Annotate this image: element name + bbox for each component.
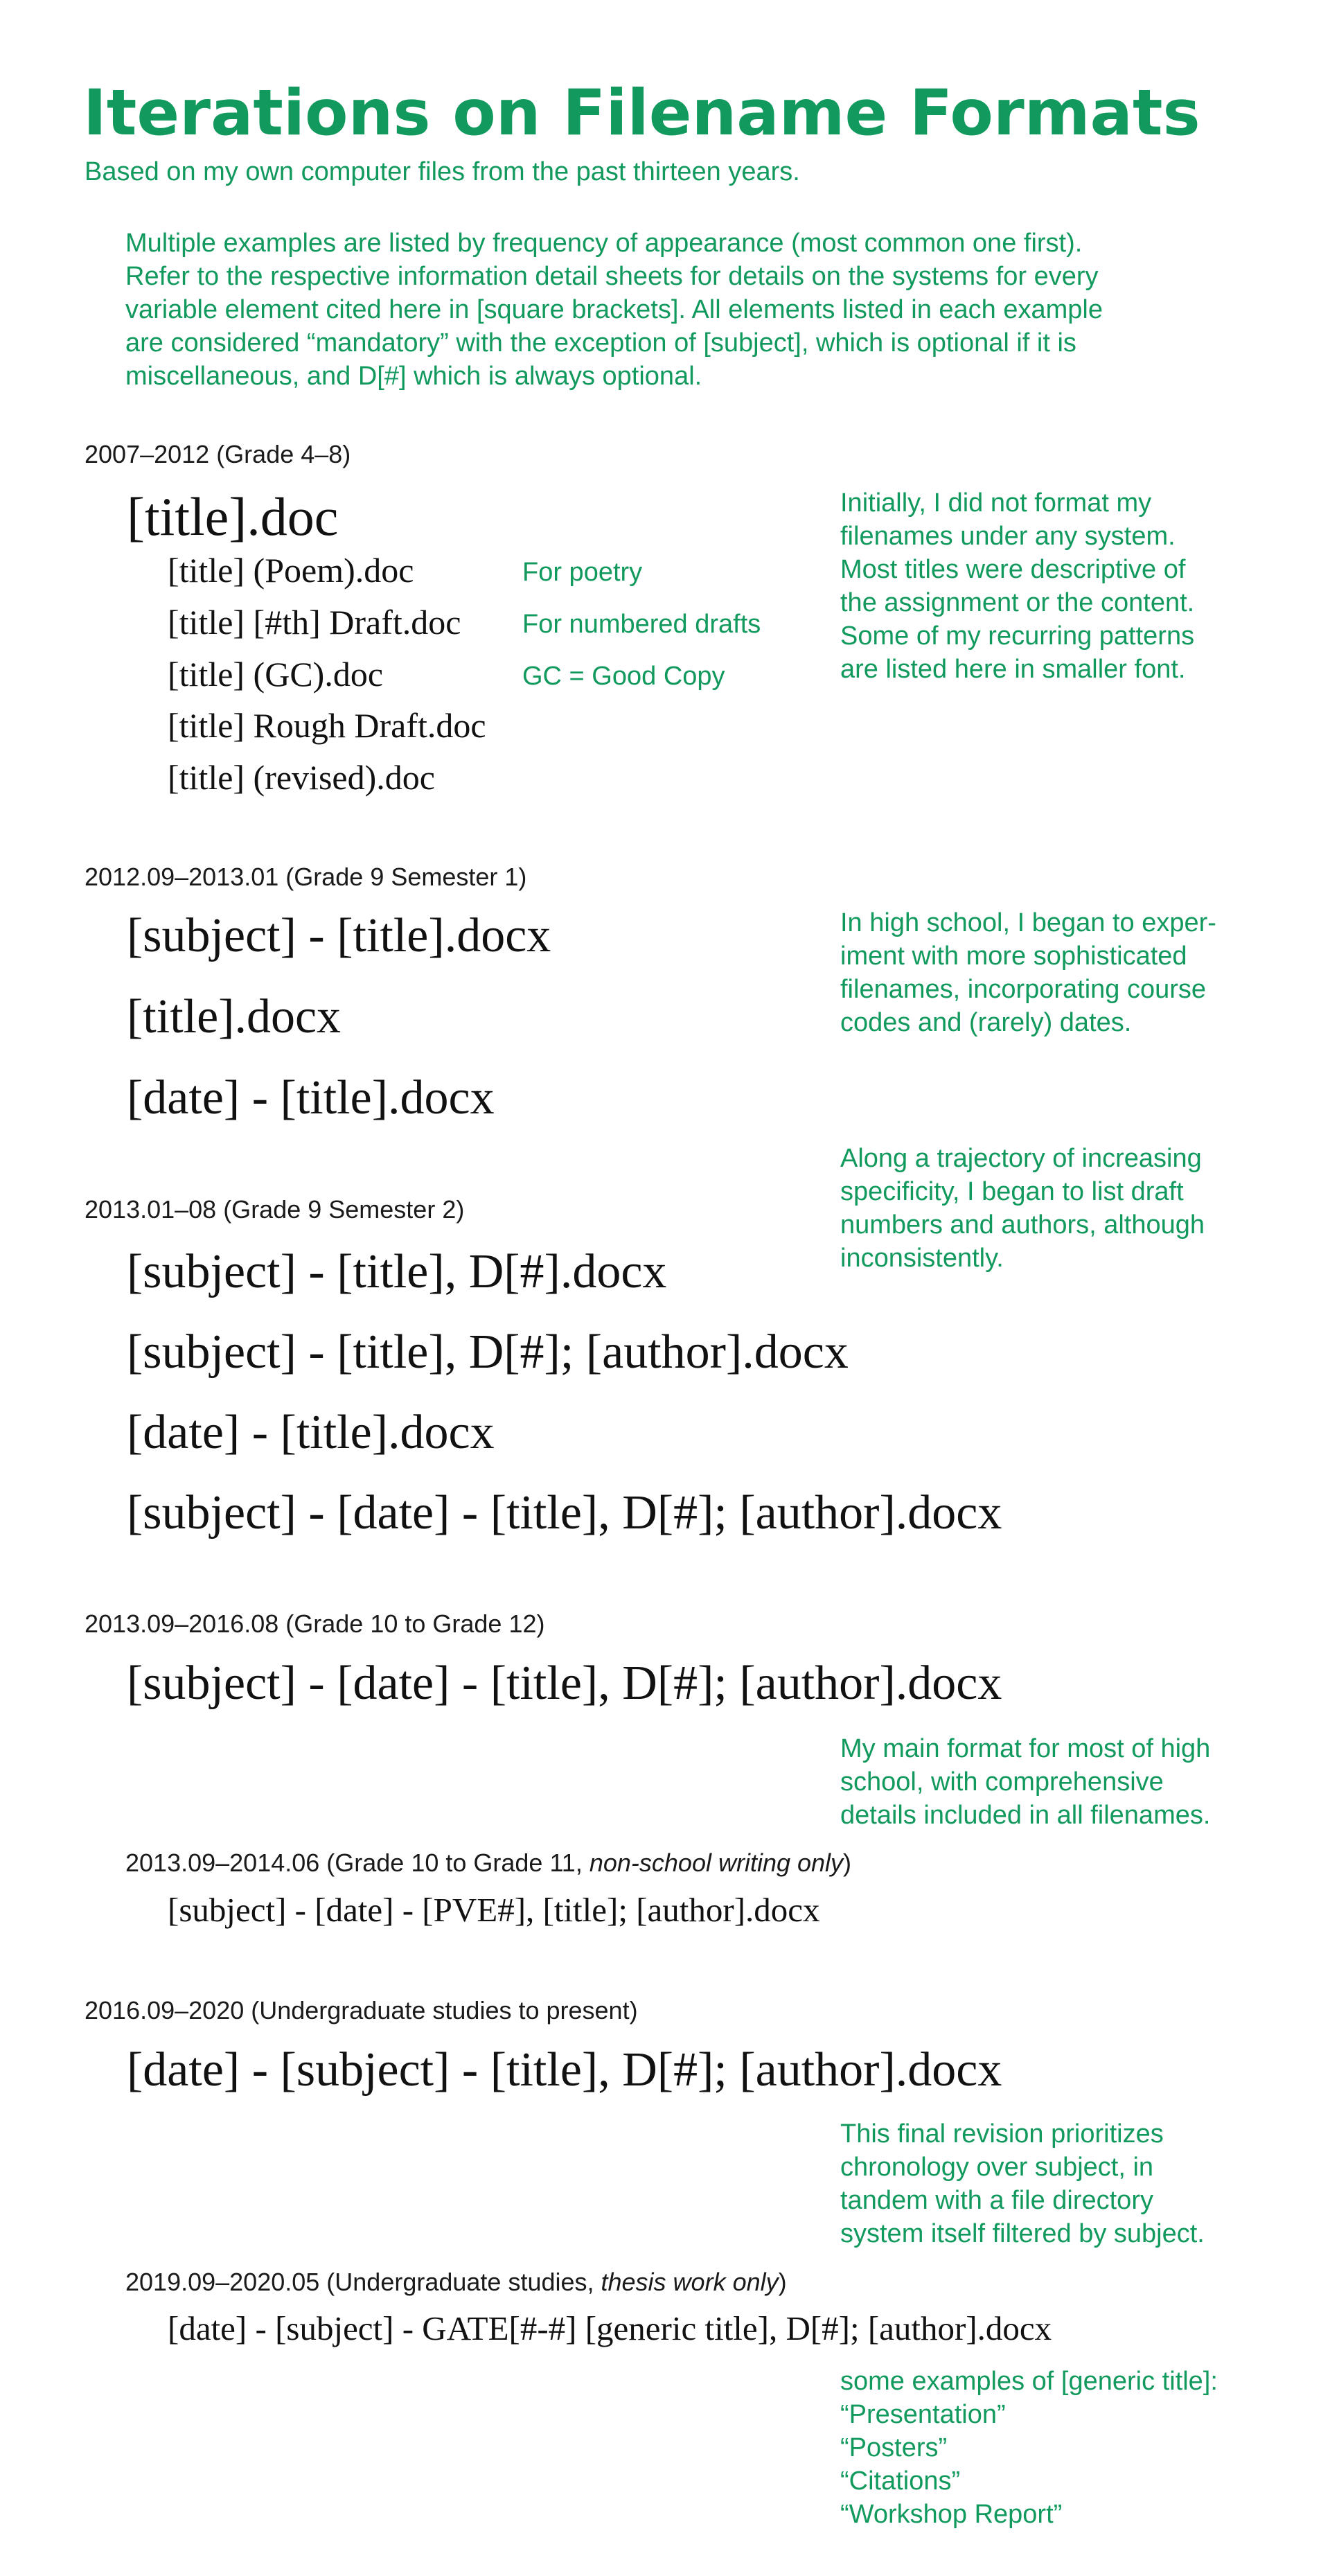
format: [subject] - [title], D[#].docx (127, 1245, 667, 1298)
note-line: details included in all filenames. (840, 1801, 1211, 1830)
note-line: iment with more sophisticated (840, 942, 1187, 971)
sub-format: [date] - [subject] - GATE[#-#] [generic title], D[#]; [author].docx (168, 2309, 1052, 2347)
note-line: My main format for most of high (840, 1734, 1211, 1763)
format: [date] - [subject] - [title], D[#]; [author].docx (127, 2043, 1002, 2097)
note-line: “Citations” (840, 2467, 961, 2496)
note-line: some examples of [generic title]: (840, 2367, 1218, 2396)
note-line: filenames, incorporating course (840, 975, 1207, 1004)
format: [subject] - [title], D[#]; [author].docx (127, 1325, 849, 1379)
note-line: school, with comprehensive (840, 1767, 1164, 1797)
note-line: system itself filtered by subject. (840, 2219, 1205, 2248)
note-line: tandem with a file directory (840, 2186, 1153, 2215)
format: [subject] - [title].docx (127, 909, 551, 962)
generic-title-examples (840, 2365, 1284, 2531)
sub-era-label: 2019.09–2020.05 (Undergraduate studies, thesis work only) (125, 2268, 787, 2296)
note-line: “Posters” (840, 2433, 948, 2462)
note-line: “Presentation” (840, 2400, 1006, 2429)
era-label: 2007–2012 (Grade 4–8) (85, 440, 351, 468)
variant-tag: For poetry (522, 558, 643, 587)
intro-line: miscellaneous, and D[#] which is always optional. (125, 362, 702, 391)
variant-format: [title] (Poem).doc (168, 551, 414, 590)
era-note (840, 2117, 1284, 2250)
era-note (840, 486, 1284, 686)
intro-line: variable element cited here in [square brackets]. All elements listed in each example (125, 295, 1103, 324)
note-line: codes and (rarely) dates. (840, 1008, 1132, 1037)
era-note (840, 1142, 1284, 1275)
era-label: 2013.01–08 (Grade 9 Semester 2) (85, 1195, 465, 1224)
format: [date] - [title].docx (127, 1406, 495, 1459)
note-line: Some of my recurring patterns (840, 621, 1195, 651)
sub-era-label: 2013.09–2014.06 (Grade 10 to Grade 11, non-school writing only) (125, 1849, 852, 1877)
note-line: numbers and authors, although (840, 1210, 1205, 1240)
intro-line: are considered “mandatory” with the exception of [subject], which is optional if it is (125, 328, 1076, 358)
note-line: Most titles were descriptive of (840, 555, 1186, 584)
era-label: 2016.09–2020 (Undergraduate studies to present) (85, 1996, 638, 2024)
note-line: Initially, I did not format my (840, 488, 1152, 518)
note-line: “Workshop Report” (840, 2500, 1063, 2529)
variant-tag: For numbered drafts (522, 610, 761, 639)
note-line: are listed here in smaller font. (840, 655, 1186, 684)
note-line: inconsistently. (840, 1244, 1004, 1273)
note-line: chronology over subject, in (840, 2153, 1154, 2182)
sub-format: [subject] - [date] - [PVE#], [title]; [author].docx (168, 1891, 820, 1929)
note-line: This final revision prioritizes (840, 2119, 1164, 2149)
variant-tag: GC = Good Copy (522, 662, 725, 691)
main-format: [title].doc (127, 486, 339, 547)
format: [title].docx (127, 990, 342, 1043)
intro-line: Refer to the respective information detail sheets for details on the systems for every (125, 262, 1099, 291)
format: [date] - [title].docx (127, 1071, 495, 1124)
page-subtitle: Based on my own computer files from the past thirteen years. (85, 157, 800, 186)
note-line: the assignment or the content. (840, 588, 1195, 617)
variant-format: [title] Rough Draft.doc (168, 706, 486, 745)
page-title: Iterations on Filename Formats (83, 77, 1200, 150)
era-note (840, 1732, 1284, 1832)
format: [subject] - [date] - [title], D[#]; [author].docx (127, 1486, 1002, 1540)
variant-format: [title] [#th] Draft.doc (168, 603, 461, 642)
intro-paragraph (125, 227, 1206, 393)
note-line: filenames under any system. (840, 522, 1176, 551)
format: [subject] - [date] - [title], D[#]; [author].docx (127, 1657, 1002, 1710)
era-label: 2012.09–2013.01 (Grade 9 Semester 1) (85, 863, 527, 891)
era-label: 2013.09–2016.08 (Grade 10 to Grade 12) (85, 1609, 545, 1638)
variant-format: [title] (GC).doc (168, 655, 384, 694)
note-line: Along a trajectory of increasing (840, 1144, 1202, 1173)
note-line: specificity, I began to list draft (840, 1177, 1184, 1206)
variant-format: [title] (revised).doc (168, 758, 435, 797)
era-note (840, 906, 1284, 1039)
intro-line: Multiple examples are listed by frequency of appearance (most common one first). (125, 229, 1083, 258)
note-line: In high school, I began to exper- (840, 908, 1216, 937)
